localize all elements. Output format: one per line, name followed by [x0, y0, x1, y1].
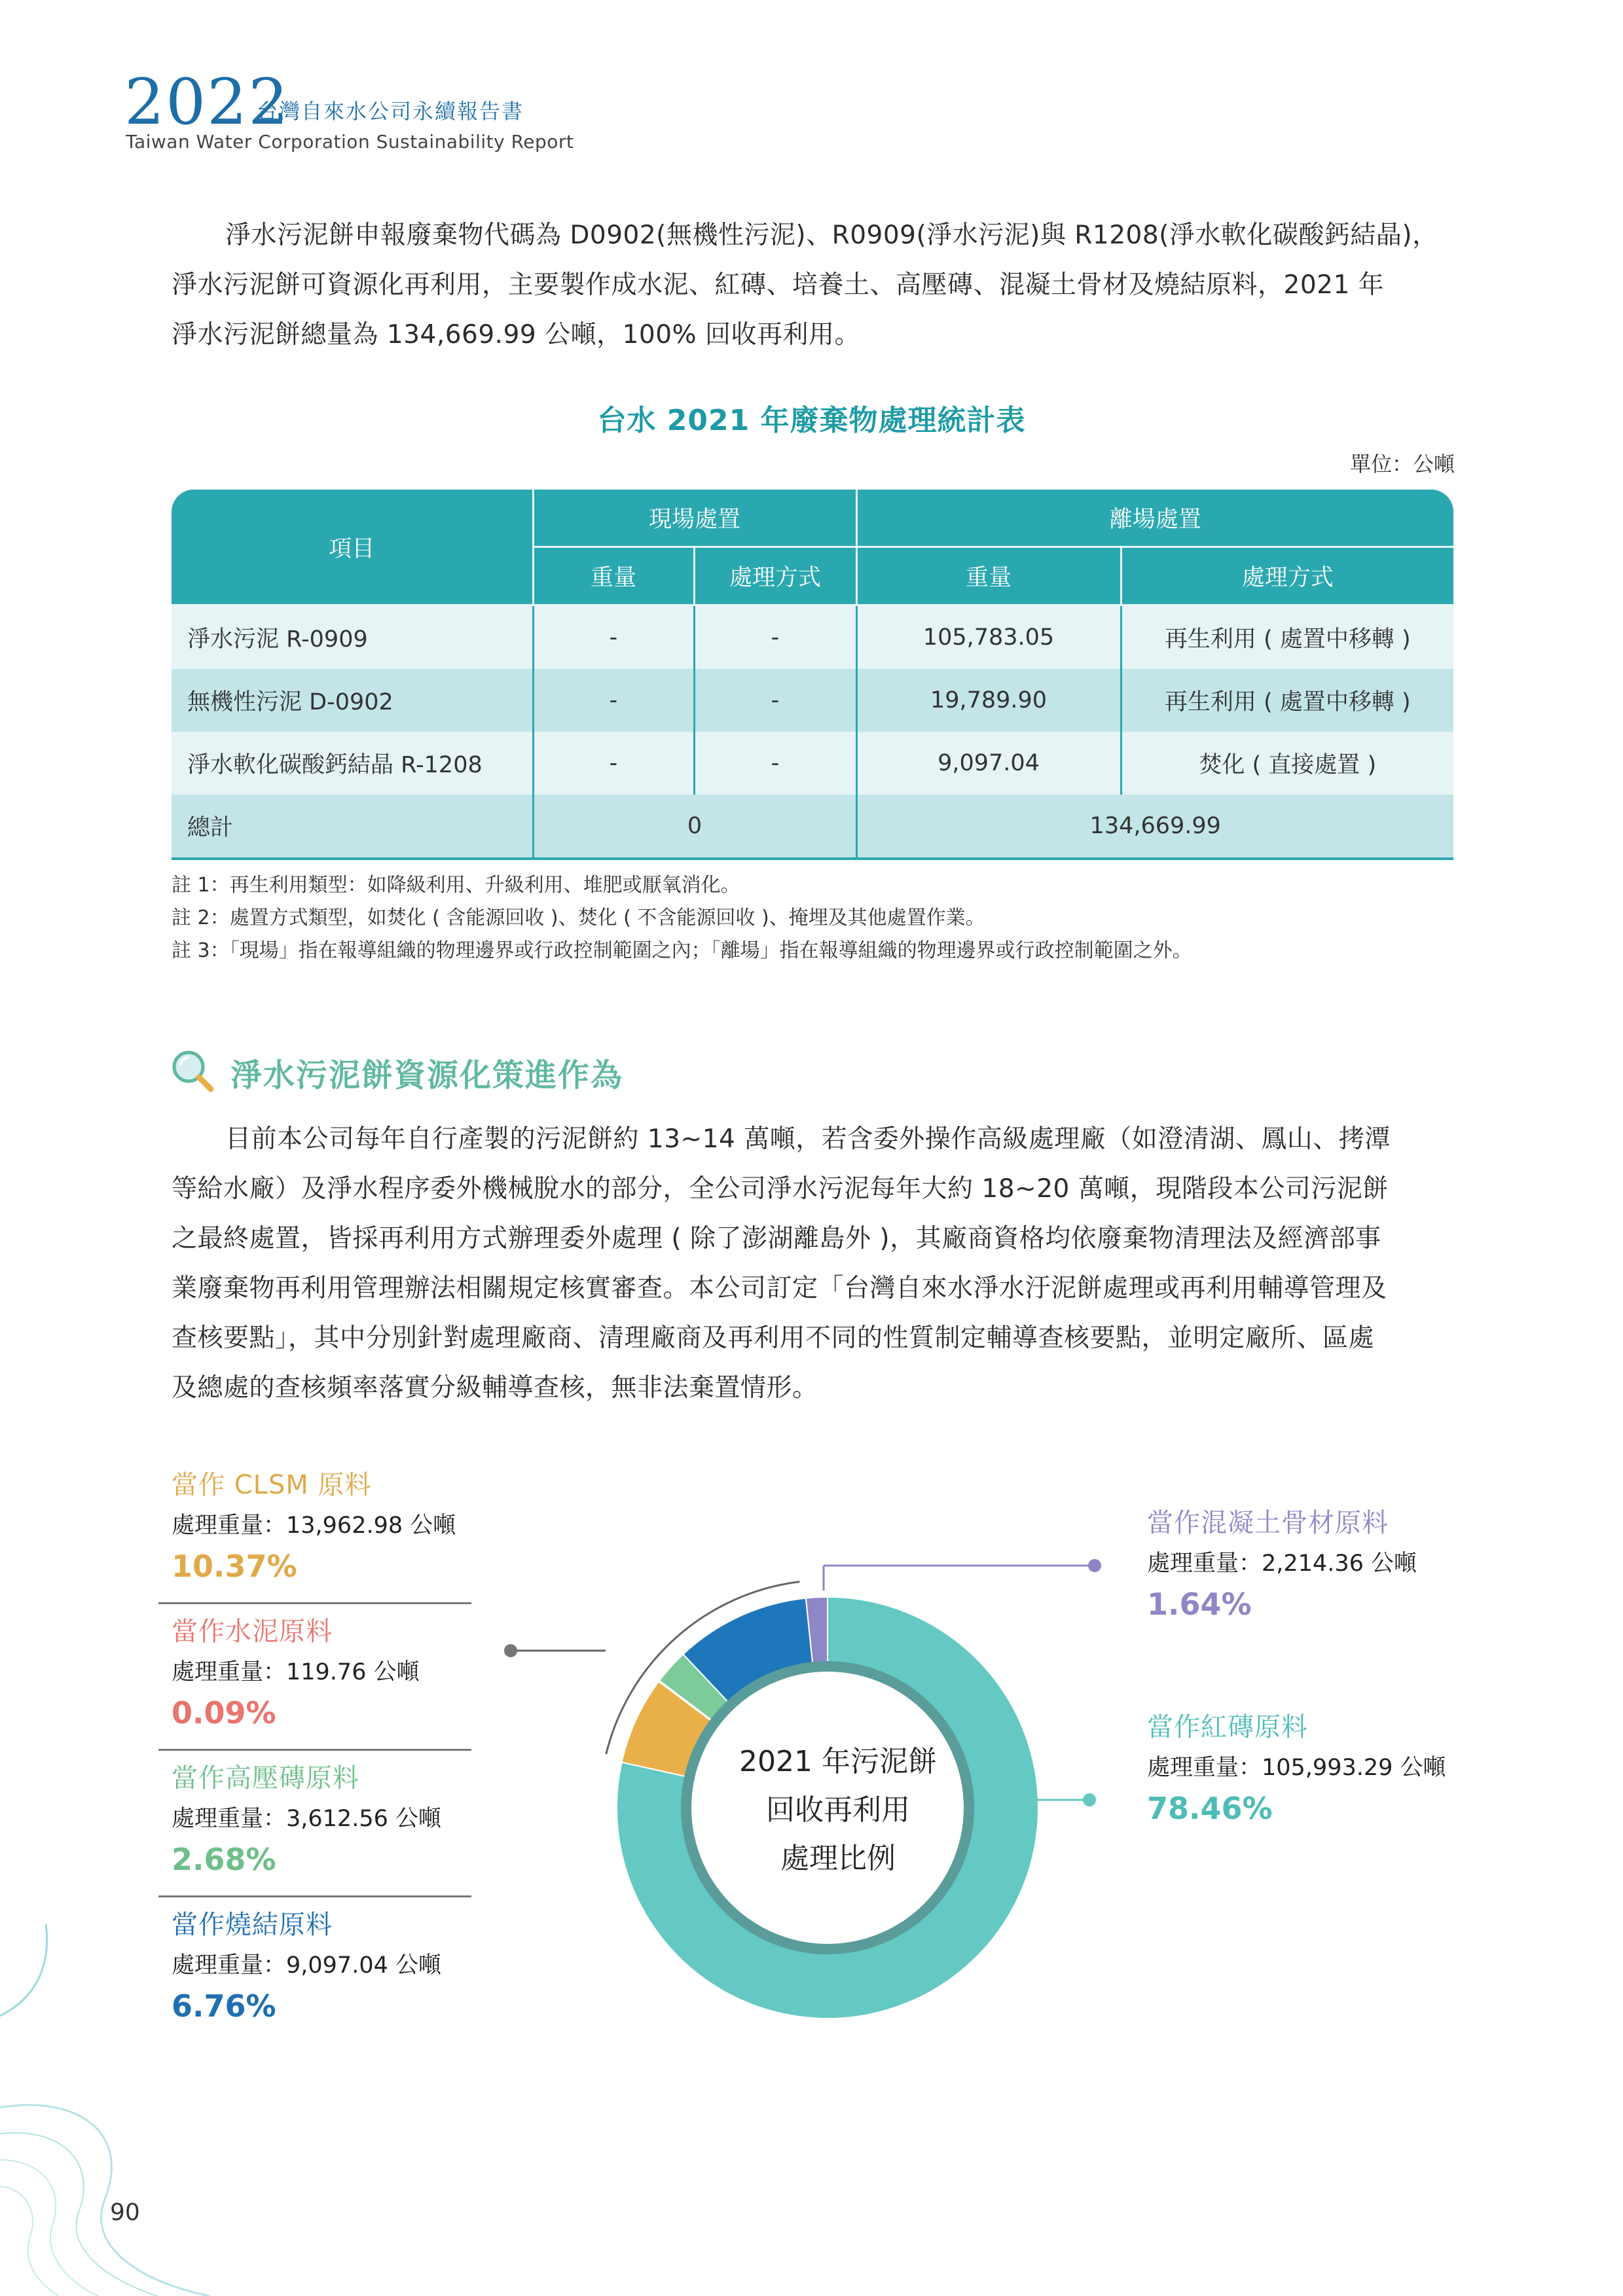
brick-leader-dot — [1083, 1793, 1096, 1806]
cell-onsite-method: - — [694, 669, 856, 732]
label-title: 當作紅磚原料 — [1147, 1712, 1308, 1742]
cell-item: 淨水污泥 R-0909 — [172, 605, 533, 670]
label-weight: 處理重量：3,612.56 公噸 — [172, 1806, 441, 1832]
table-title: 台水 2021 年廢棄物處理統計表 — [597, 404, 1026, 437]
label-high-pressure-brick — [172, 1758, 441, 1880]
cell-offsite-method: 再生利用 ( 處置中移轉 ) — [1121, 669, 1453, 732]
label-title: 當作燒結原料 — [172, 1910, 333, 1940]
table-header-row — [172, 490, 1453, 547]
label-title: 當作混凝土骨材原料 — [1147, 1508, 1389, 1538]
table-row — [172, 669, 1453, 732]
page-number: 90 — [110, 2199, 140, 2226]
label-percent: 10.37% — [172, 1549, 297, 1584]
label-percent: 1.64% — [1147, 1587, 1252, 1622]
intro-line: 淨水污泥餅可資源化再利用，主要製作成水泥、紅磚、培養土、高壓磚、混凝土骨材及燒結原料，2021 年 — [172, 270, 1385, 300]
label-weight: 處理重量：105,993.29 公噸 — [1147, 1755, 1446, 1781]
intro-line: 淨水污泥餅申報廢棄物代碼為 D0902(無機性污泥)、R0909(淨水污泥)與 R1208(淨水軟化碳酸鈣結晶)， — [225, 221, 1438, 250]
section-line: 目前本公司每年自行產製的污泥餅約 13~14 萬噸，若含委外操作高級處理廠（如澄清湖、鳳山、拷潭 — [225, 1124, 1391, 1154]
intro-paragraph — [172, 211, 1455, 360]
label-divider — [158, 1749, 471, 1751]
cell-offsite-method: 再生利用 ( 處置中移轉 ) — [1121, 605, 1453, 670]
header-item: 項目 — [172, 490, 533, 605]
label-title: 當作高壓磚原料 — [172, 1763, 359, 1793]
header-offsite: 離場處置 — [856, 490, 1453, 547]
cell-onsite-weight: - — [533, 732, 694, 795]
section-line: 之最終處置，皆採再利用方式辦理委外處理 ( 除了澎湖離島外 )，其廠商資格均依廢棄物清理法及經濟部事 — [172, 1224, 1381, 1253]
table-row — [172, 605, 1453, 670]
label-percent: 78.46% — [1147, 1791, 1273, 1826]
center-line: 2021 年污泥餅 — [739, 1745, 937, 1778]
intro-line: 淨水污泥餅總量為 134,669.99 公噸，100% 回收再利用。 — [172, 320, 860, 350]
header-offsite-method: 處理方式 — [1121, 547, 1453, 605]
cell-item: 無機性污泥 D-0902 — [172, 669, 533, 732]
section-paragraph — [172, 1115, 1455, 1413]
label-clsm — [172, 1465, 456, 1587]
label-title: 當作水泥原料 — [172, 1617, 333, 1647]
table-unit: 單位：公噸 — [1349, 452, 1455, 476]
note-2: 註 2：處置方式類型，如焚化 ( 含能源回收 )、焚化 ( 不含能源回收 )、掩埋及其他處置作業。 — [172, 906, 985, 929]
section-line: 業廢棄物再利用管理辦法相關規定核實審查。本公司訂定「台灣自來水淨水汙泥餅處理或再利用輔導管理及 — [172, 1274, 1387, 1303]
cell-onsite-weight: - — [533, 669, 694, 732]
label-divider — [158, 1895, 471, 1897]
concrete-leader-dot — [1088, 1559, 1101, 1572]
header-offsite-weight: 重量 — [856, 547, 1121, 605]
left-leader-dot — [504, 1644, 517, 1657]
label-divider — [158, 1602, 471, 1604]
header-onsite-method: 處理方式 — [694, 547, 856, 605]
waste-statistics-table — [172, 490, 1453, 860]
table-total-row — [172, 795, 1453, 859]
donut-center-text — [655, 1738, 1021, 1883]
cell-total-onsite: 0 — [533, 795, 856, 859]
header-onsite: 現場處置 — [533, 490, 856, 547]
label-title: 當作 CLSM 原料 — [172, 1470, 372, 1500]
label-weight: 處理重量：13,962.98 公噸 — [172, 1513, 456, 1539]
label-cement — [172, 1611, 420, 1733]
cell-onsite-weight: - — [533, 605, 694, 670]
label-sinter — [172, 1905, 441, 2026]
magnifier-icon — [169, 1047, 215, 1093]
cell-offsite-method: 焚化 ( 直接處置 ) — [1121, 732, 1453, 795]
label-weight: 處理重量：9,097.04 公噸 — [172, 1952, 441, 1979]
table-row — [172, 732, 1453, 795]
cell-total-label: 總計 — [172, 795, 533, 859]
report-year: 2022 — [124, 65, 290, 139]
report-title-zh: 台灣自來水公司永續報告書 — [257, 99, 524, 124]
cell-offsite-weight: 105,783.05 — [856, 605, 1121, 670]
note-1: 註 1：再生利用類型：如降級利用、升級利用、堆肥或厭氧消化。 — [172, 874, 740, 897]
label-percent: 0.09% — [172, 1695, 276, 1731]
label-percent: 2.68% — [172, 1842, 276, 1877]
section-line: 查核要點」，其中分別針對處理廠商、清理廠商及再利用不同的性質制定輔導查核要點，並明定廠所、區處 — [172, 1323, 1375, 1353]
cell-onsite-method: - — [694, 605, 856, 670]
label-red-brick — [1147, 1707, 1446, 1829]
label-weight: 處理重量：2,214.36 公噸 — [1147, 1551, 1417, 1577]
section-line: 等給水廠）及淨水程序委外機械脫水的部分，全公司淨水污泥每年大約 18~20 萬噸，現階段本公司污泥餅 — [172, 1174, 1389, 1204]
cell-offsite-weight: 9,097.04 — [856, 732, 1121, 795]
cell-total-offsite: 134,669.99 — [856, 795, 1453, 859]
section-title: 淨水污泥餅資源化策進作為 — [230, 1057, 624, 1094]
center-line: 回收再利用 — [766, 1793, 910, 1827]
label-percent: 6.76% — [172, 1988, 276, 2024]
table-notes — [172, 869, 1192, 967]
report-title-en: Taiwan Water Corporation Sustainability Report — [126, 131, 574, 152]
header-onsite-weight: 重量 — [533, 547, 694, 605]
label-concrete-aggregate — [1147, 1503, 1417, 1624]
note-3: 註 3：「現場」指在報導組織的物理邊界或行政控制範圍之內；「離場」指在報導組織的物理邊界或行政控制範圍之外。 — [172, 939, 1192, 962]
label-weight: 處理重量：119.76 公噸 — [172, 1659, 420, 1685]
section-line: 及總處的查核頻率落實分級輔導查核，無非法棄置情形。 — [172, 1373, 818, 1403]
cell-item: 淨水軟化碳酸鈣結晶 R-1208 — [172, 732, 533, 795]
center-line: 處理比例 — [780, 1842, 896, 1875]
cell-onsite-method: - — [694, 732, 856, 795]
cell-offsite-weight: 19,789.90 — [856, 669, 1121, 732]
